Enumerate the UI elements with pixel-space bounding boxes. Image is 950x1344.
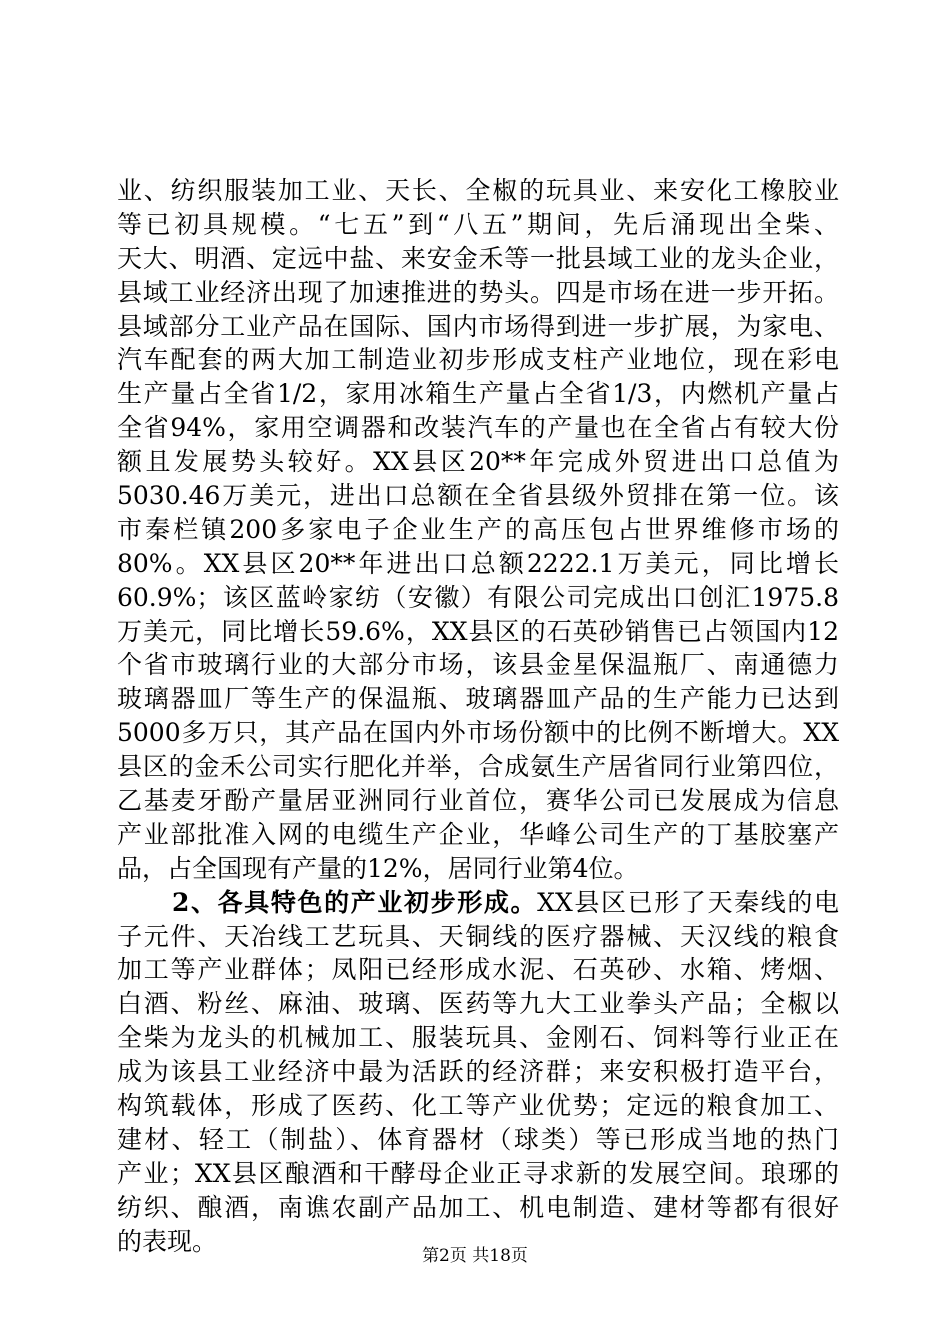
paragraph-1-line: 额且发展势头较好。XX县区20**年完成外贸进出口总值为 bbox=[117, 447, 839, 477]
paragraph-1-line: 5030.46万美元，进出口总额在全省县级外贸排在第一位。该 bbox=[117, 481, 839, 511]
paragraph-2-line: 白酒、粉丝、麻油、玻璃、医药等九大工业拳头产品；全椒以 bbox=[117, 989, 839, 1019]
paragraph-1-line: 县域部分工业产品在国际、国内市场得到进一步扩展，为家电、 bbox=[117, 311, 839, 341]
paragraph-1-line: 汽车配套的两大加工制造业初步形成支柱产业地位，现在彩电 bbox=[117, 345, 839, 375]
paragraph-1-line: 产业部批准入网的电缆生产企业，华峰公司生产的丁基胶塞产 bbox=[117, 819, 839, 849]
paragraph-1-line: 玻璃器皿厂等生产的保温瓶、玻璃器皿产品的生产能力已达到 bbox=[117, 684, 839, 714]
paragraph-2-line: 加工等产业群体；凤阳已经形成水泥、石英砂、水箱、烤烟、 bbox=[117, 955, 839, 985]
paragraph-1-line: 万美元，同比增长59.6%，XX县区的石英砂销售已占领国内12 bbox=[117, 616, 839, 646]
paragraph-1-line: 个省市玻璃行业的大部分市场，该县金星保温瓶厂、南通德力 bbox=[117, 650, 839, 680]
paragraph-2-line: 的表现。 bbox=[117, 1226, 218, 1256]
paragraph-1-line: 市秦栏镇200多家电子企业生产的高压包占世界维修市场的 bbox=[117, 514, 839, 544]
paragraph-1-line: 80%。XX县区20**年进出口总额2222.1万美元，同比增长 bbox=[117, 548, 839, 578]
paragraph-1-line: 5000多万只，其产品在国内外市场份额中的比例不断增大。XX bbox=[117, 718, 839, 748]
paragraph-2-line: 全柴为龙头的机械加工、服装玩具、金刚石、饲料等行业正在 bbox=[117, 1023, 839, 1053]
paragraph-1-line: 县区的金禾公司实行肥化并举，合成氨生产居省同行业第四位， bbox=[117, 752, 839, 782]
paragraph-1-line: 乙基麦牙酚产量居亚洲同行业首位，赛华公司已发展成为信息 bbox=[117, 786, 839, 816]
paragraph-1-line: 县域工业经济出现了加速推进的势头。四是市场在进一步开拓。 bbox=[117, 277, 839, 307]
paragraph-2-line: 构筑载体，形成了医药、化工等产业优势；定远的粮食加工、 bbox=[117, 1091, 839, 1121]
paragraph-1-line: 60.9%；该区蓝岭家纺（安徽）有限公司完成出口创汇1975.8 bbox=[117, 582, 839, 612]
paragraph-2-first-line bbox=[117, 886, 839, 920]
paragraph-1-line: 天大、明酒、定远中盐、来安金禾等一批县域工业的龙头企业， bbox=[117, 243, 839, 273]
paragraph-1-line: 生产量占全省1/2，家用冰箱生产量占全省1/3，内燃机产量占 bbox=[117, 379, 839, 409]
paragraph-2-line: 产业；XX县区酿酒和干酵母企业正寻求新的发展空间。琅琊的 bbox=[117, 1158, 839, 1188]
paragraph-2-line: 成为该县工业经济中最为活跃的经济群；来安积极打造平台， bbox=[117, 1057, 839, 1087]
paragraph-2-line: 子元件、天冶线工艺玩具、天铜线的医疗器械、天汉线的粮食 bbox=[117, 921, 839, 951]
paragraph-2-first-line-text: XX县区已形了天秦线的电 bbox=[537, 887, 839, 917]
paragraph-1-line: 等已初具规模。“七五”到“八五”期间，先后涌现出全柴、 bbox=[117, 209, 839, 239]
paragraph-1-line: 业、纺织服装加工业、天长、全椒的玩具业、来安化工橡胶业 bbox=[117, 176, 839, 205]
paragraph-1-line: 全省94%，家用空调器和改装汽车的产量也在全省占有较大份 bbox=[117, 413, 839, 443]
paragraph-2-heading: 2、各具特色的产业初步形成。 bbox=[172, 887, 538, 917]
paragraph-2-line: 建材、轻工（制盐）、体育器材（球类）等已形成当地的热门 bbox=[117, 1124, 839, 1154]
paragraph-1-line: 品，占全国现有产量的12%，居同行业第4位。 bbox=[117, 853, 639, 883]
document-body bbox=[117, 174, 839, 1259]
page-footer: 第2页 共18页 bbox=[422, 1246, 528, 1266]
paragraph-2-line: 纺织、酿酒，南谯农副产品加工、机电制造、建材等都有很好 bbox=[117, 1192, 839, 1222]
